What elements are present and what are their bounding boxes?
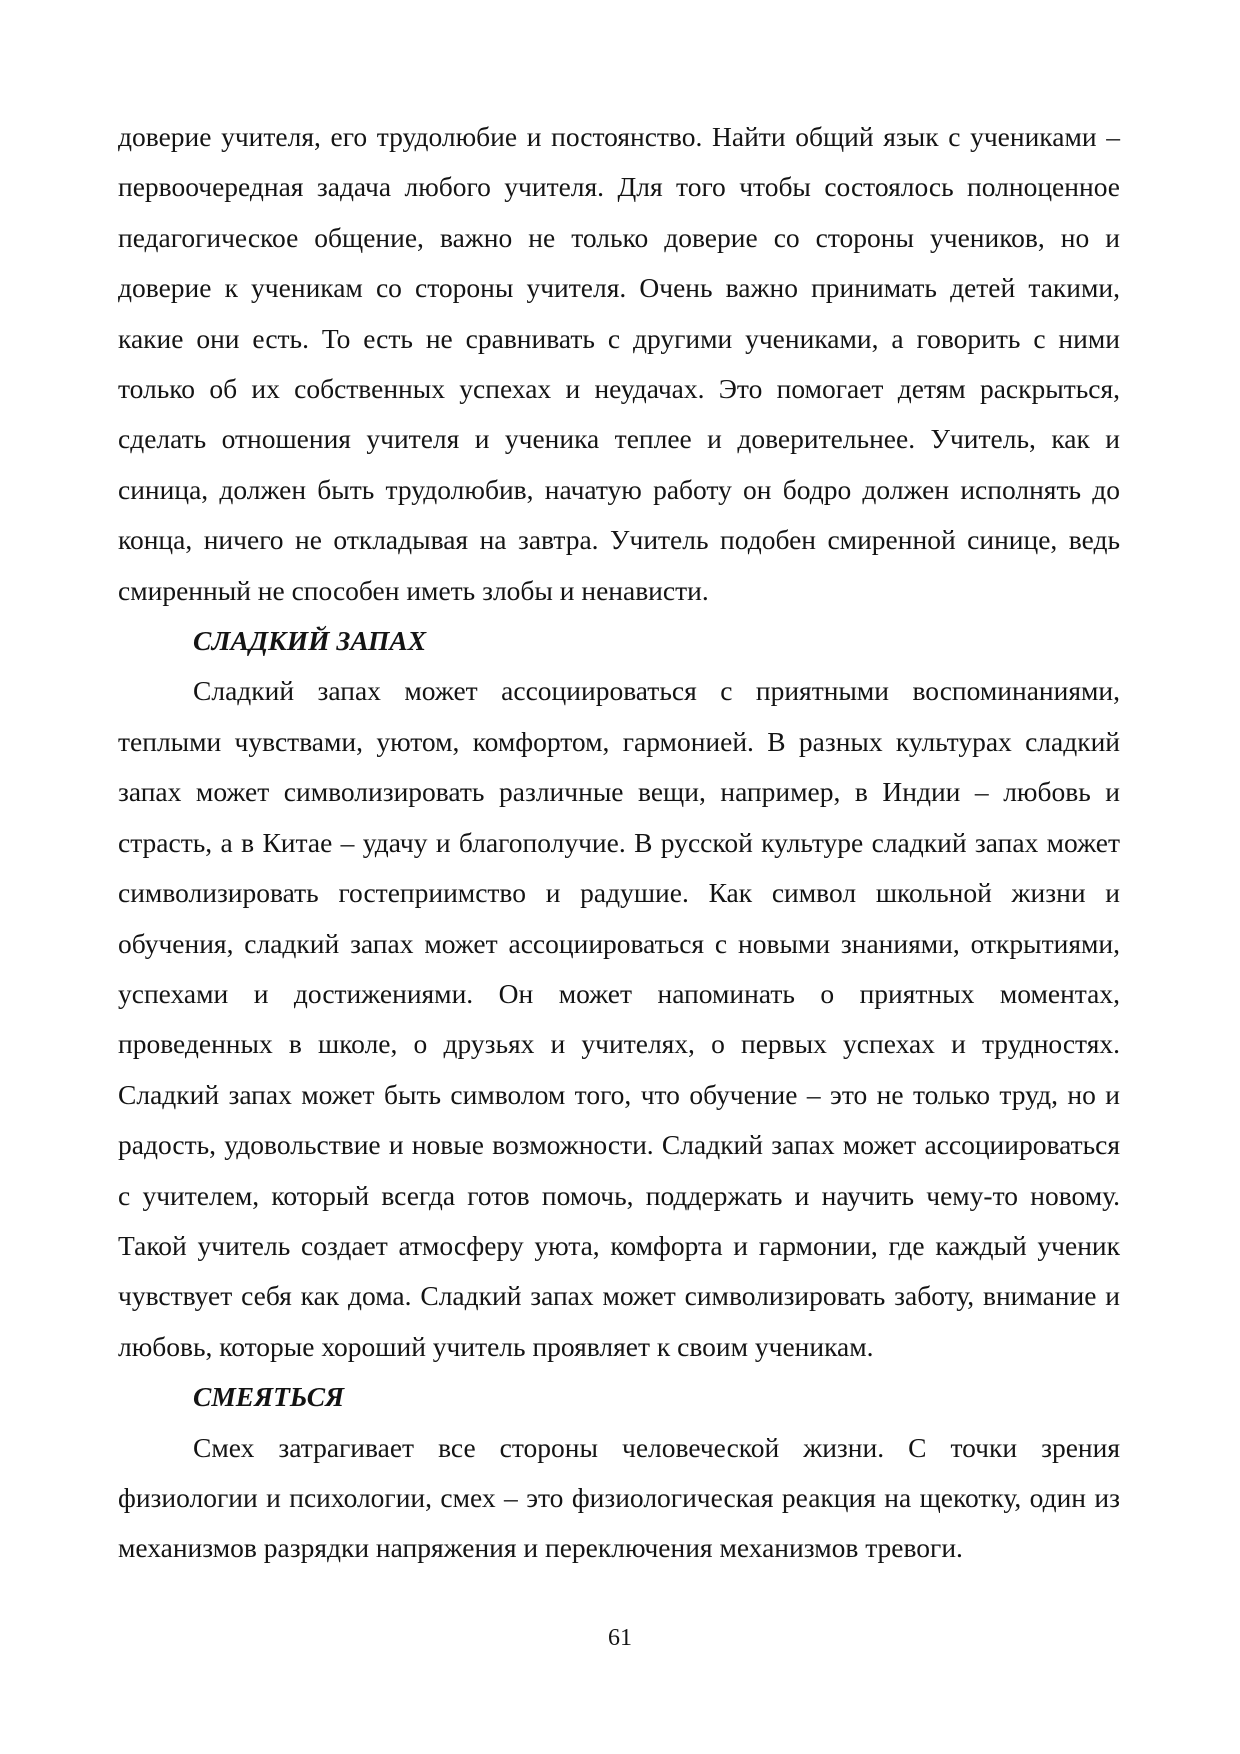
page-body	[118, 112, 1120, 1574]
section-heading: СЛАДКИЙ ЗАПАХ	[193, 625, 427, 657]
page-number: 61	[608, 1625, 632, 1651]
body-paragraph: доверие учителя, его трудолюбие и постоянство. Найти общий язык с учениками – первоочередная задача любого учителя. Для того чтобы состоялось полноценное педагогическое общение, важно не только доверие со стороны учеников, но и доверие к ученикам со стороны учителя. Очень важно принимать детей такими, какие они есть. То есть не сравнивать с другими учениками, а говорить с ними только об их собственных успехах и неудачах. Это помогает детям раскрыться, сделать отношения учителя и ученика теплее и доверительнее. Учитель, как и синица, должен быть трудолюбив, начатую работу он бодро должен исполнять до конца, ничего не откладывая на завтра. Учитель подобен смиренной синице, ведь смиренный не способен иметь злобы и ненависти.	[118, 121, 1120, 606]
body-paragraph: Смех затрагивает все стороны человеческой жизни. С точки зрения физиологии и психологии, смех – это физиологическая реакция на щекотку, один из механизмов разрядки напряжения и переключения механизмов тревоги.	[118, 1431, 1120, 1564]
section-heading: СМЕЯТЬСЯ	[193, 1381, 345, 1413]
body-paragraph: Сладкий запах может ассоциироваться с приятными воспоминаниями, теплыми чувствами, уютом, комфортом, гармонией. В разных культурах сладкий запах может символизировать различные вещи, например, в Индии – любовь и страсть, а в Китае – удачу и благополучие. В русской культуре сладкий запах может символизировать гостеприимство и радушие. Как символ школьной жизни и обучения, сладкий запах может ассоциироваться с новыми знаниями, открытиями, успехами и достижениями. Он может напоминать о приятных моментах, проведенных в школе, о друзьях и учителях, о первых успехах и трудностях. Сладкий запах может быть символом того, что обучение – это не только труд, но и радость, удовольствие и новые возможности. Сладкий запах может ассоциироваться с учителем, который всегда готов помочь, поддержать и научить чему-то новому. Такой учитель создает атмосферу уюта, комфорта и гармонии, где каждый ученик чувствует себя как дома. Сладкий запах может символизировать заботу, внимание и любовь, которые хороший учитель проявляет к своим ученикам.	[118, 675, 1120, 1362]
